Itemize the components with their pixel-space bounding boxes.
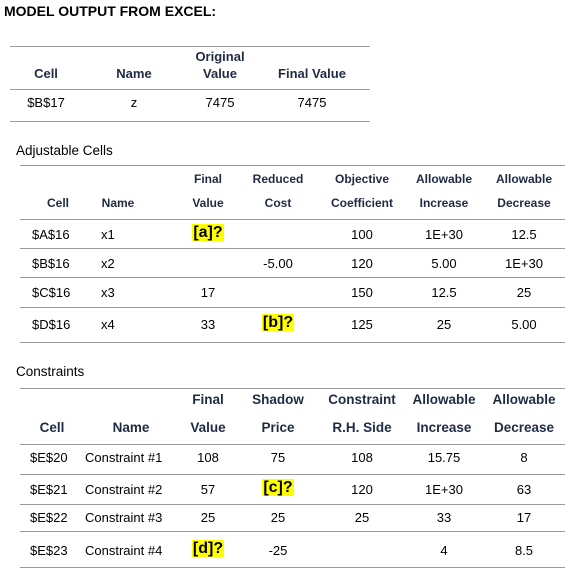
- header-decrease: Decrease: [493, 420, 555, 435]
- highlight-blank: [b]?: [262, 314, 294, 331]
- header-increase: Increase: [419, 196, 469, 210]
- divider: [20, 444, 565, 445]
- row-final: 33: [200, 317, 216, 332]
- divider: [20, 388, 565, 389]
- row-final: 7475: [297, 95, 327, 110]
- row-final: 17: [200, 285, 216, 300]
- row-name: z: [130, 95, 138, 110]
- header-shadow: Shadow: [252, 392, 304, 407]
- row-cell: $E$22: [30, 510, 68, 525]
- row-coefficient: 125: [351, 317, 373, 332]
- header-price: Price: [261, 420, 295, 435]
- divider: [20, 474, 565, 475]
- row-decrease: 63: [516, 482, 532, 497]
- header-cell: Cell: [46, 196, 69, 210]
- row-reduced: -5.00: [263, 256, 293, 271]
- row-decrease: 12.5: [511, 227, 537, 242]
- row-shadow: [240, 479, 316, 497]
- divider: [10, 121, 370, 122]
- header-value: Value: [192, 196, 224, 210]
- header-final: Final: [193, 172, 222, 186]
- row-name: Constraint #2: [85, 482, 163, 497]
- row-coefficient: 120: [351, 256, 373, 271]
- row-name: x2: [101, 256, 115, 271]
- header-cell: Cell: [34, 66, 58, 81]
- row-reduced: [240, 314, 316, 332]
- highlight-blank: [c]?: [263, 479, 293, 496]
- row-increase: 25: [436, 317, 452, 332]
- row-cell: $D$16: [32, 317, 71, 332]
- header-rh-side: R.H. Side: [332, 420, 392, 435]
- header-coefficient: Coefficient: [330, 196, 393, 210]
- row-final: 108: [197, 450, 219, 465]
- divider: [20, 342, 565, 343]
- row-name: Constraint #3: [85, 510, 163, 525]
- header-reduced: Reduced: [252, 172, 304, 186]
- row-cell: $E$21: [30, 482, 68, 497]
- row-decrease: 5.00: [511, 317, 537, 332]
- divider: [20, 307, 565, 308]
- row-increase: 5.00: [431, 256, 457, 271]
- row-shadow: -25: [268, 543, 288, 558]
- divider: [20, 219, 565, 220]
- divider: [10, 46, 370, 47]
- row-cell: $C$16: [32, 285, 71, 300]
- row-final: 25: [200, 510, 216, 525]
- highlight-blank: [a]?: [193, 224, 223, 241]
- header-cost: Cost: [264, 196, 292, 210]
- row-original: 7475: [205, 95, 235, 110]
- row-name: Constraint #4: [85, 543, 163, 558]
- header-name: Name: [112, 420, 150, 435]
- row-cell: $E$23: [30, 543, 68, 558]
- row-increase: 33: [436, 510, 452, 525]
- row-rhs: 108: [351, 450, 373, 465]
- header-cell: Cell: [39, 420, 65, 435]
- row-decrease: 8: [520, 450, 528, 465]
- row-increase: 1E+30: [425, 482, 463, 497]
- divider: [10, 89, 370, 90]
- header-increase: Increase: [416, 420, 472, 435]
- row-cell: $B$17: [27, 95, 65, 110]
- row-increase: 15.75: [427, 450, 461, 465]
- row-shadow: 75: [270, 450, 286, 465]
- header-name: Name: [101, 196, 135, 210]
- row-name: x1: [101, 227, 115, 242]
- header-allowable-inc: Allowable: [412, 392, 476, 407]
- header-allowable-dec: Allowable: [495, 172, 552, 186]
- page-title: MODEL OUTPUT FROM EXCEL:: [4, 3, 217, 19]
- row-decrease: 8.5: [514, 543, 534, 558]
- divider: [20, 277, 565, 278]
- row-shadow: 25: [270, 510, 286, 525]
- header-final-value: Final Value: [278, 66, 346, 81]
- header-allowable-dec: Allowable: [492, 392, 556, 407]
- header-objective: Objective: [334, 172, 390, 186]
- row-final: 57: [200, 482, 216, 497]
- row-final: [180, 540, 236, 558]
- row-name: x4: [101, 317, 115, 332]
- header-final: Final: [192, 392, 224, 407]
- header-original-value: Value: [203, 66, 237, 81]
- header-constraint: Constraint: [328, 392, 396, 407]
- row-name: Constraint #1: [85, 450, 163, 465]
- row-rhs: 120: [351, 482, 373, 497]
- row-cell: $B$16: [32, 256, 70, 271]
- divider: [20, 531, 565, 532]
- section-title-constraints: Constraints: [16, 364, 85, 379]
- row-final: [180, 224, 236, 242]
- divider: [20, 567, 565, 568]
- highlight-blank: [d]?: [192, 540, 224, 557]
- row-increase: 1E+30: [425, 227, 463, 242]
- divider: [20, 165, 565, 166]
- row-cell: $A$16: [32, 227, 70, 242]
- row-decrease: 25: [516, 285, 532, 300]
- row-rhs: 25: [354, 510, 370, 525]
- header-allowable-inc: Allowable: [415, 172, 472, 186]
- row-name: x3: [101, 285, 115, 300]
- divider: [20, 248, 565, 249]
- row-increase: 4: [440, 543, 448, 558]
- row-cell: $E$20: [30, 450, 68, 465]
- row-decrease: 1E+30: [505, 256, 543, 271]
- header-original: Original: [195, 49, 245, 64]
- row-decrease: 17: [516, 510, 532, 525]
- row-coefficient: 150: [351, 285, 373, 300]
- row-coefficient: 100: [351, 227, 373, 242]
- section-title-adjustable: Adjustable Cells: [16, 143, 113, 158]
- header-value: Value: [190, 420, 226, 435]
- row-increase: 12.5: [431, 285, 457, 300]
- header-name: Name: [116, 66, 152, 81]
- header-decrease: Decrease: [497, 196, 551, 210]
- divider: [20, 504, 565, 505]
